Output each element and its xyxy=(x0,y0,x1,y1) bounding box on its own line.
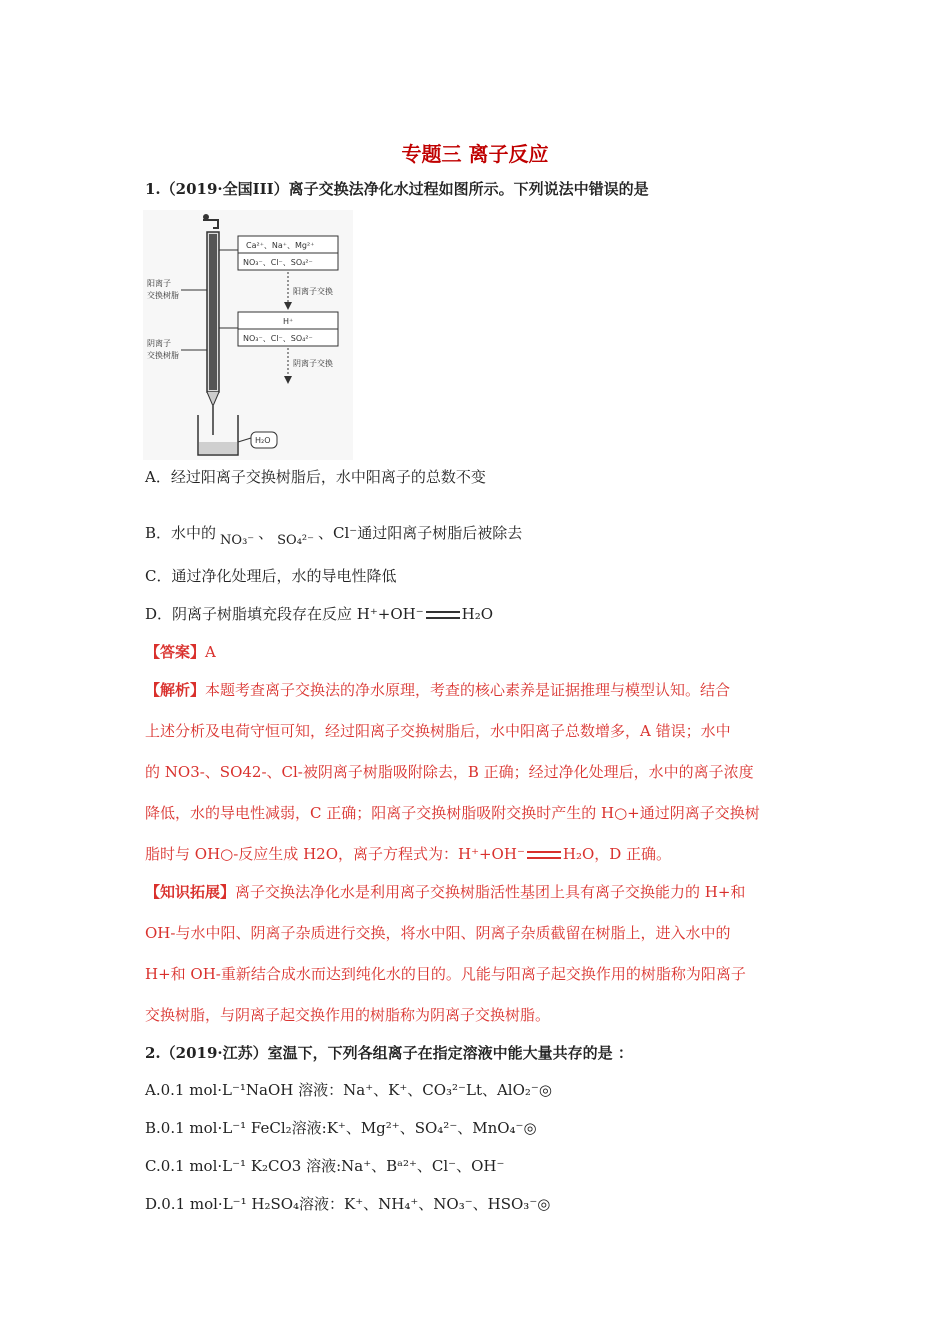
top-box-line1: Ca²⁺、Na⁺、Mg²⁺ xyxy=(246,241,315,250)
mid-box-line1: H⁺ xyxy=(283,317,294,326)
q2-option-d: D.0.1 mol·L⁻¹ H₂SO₄溶液：K⁺、NH₄⁺、NO₃⁻、HSO₃⁻◎ xyxy=(145,1195,551,1213)
label-anion-resin-1: 阴离子 xyxy=(147,339,171,348)
equals-sign-icon xyxy=(426,611,460,619)
q1-option-b-pre: B．水中的 xyxy=(145,524,217,542)
nitrate-ion: NO₃⁻ xyxy=(220,533,255,548)
analysis-line-2: 上述分析及电荷守恒可知，经过阳离子交换树脂后，水中阳离子总数增多，A 错误；水中 xyxy=(145,722,731,740)
q2-stem: 2.（2019·江苏）室温下，下列各组离子在指定溶液中能大量共存的是 ： xyxy=(145,1044,633,1062)
q1-option-b-sep: 、 xyxy=(258,524,274,542)
extension-line-4: 交换树脂，与阴离子起交换作用的树脂称为阴离子交换树脂。 xyxy=(145,1006,551,1024)
q1-option-d xyxy=(145,603,493,624)
q2-option-a: A.0.1 mol·L⁻¹NaOH 溶液：Na⁺、K⁺、CO₃²⁻Lt、AlO₂⁻◎ xyxy=(145,1081,552,1099)
q1-option-b-post: 、Cl⁻通过阳离子树脂后被除去 xyxy=(318,524,523,542)
extension-line-3: H+和 OH-重新结合成水而达到纯化水的目的。凡能与阳离子起交换作用的树脂称为阳离子 xyxy=(145,965,746,983)
label-anion-resin-2: 交换树脂 xyxy=(147,351,179,360)
q2-option-c: C.0.1 mol·L⁻¹ K₂CO3 溶液:Na⁺、Bᵃ²⁺、Cl⁻、OH⁻ xyxy=(145,1157,505,1175)
q2-option-b: B.0.1 mol·L⁻¹ FeCl₂溶液:K⁺、Mg²⁺、SO₄²⁻、MnO₄⁻◎ xyxy=(145,1119,537,1137)
top-box-line2: NO₃⁻、Cl⁻、SO₄²⁻ xyxy=(243,258,313,267)
extension-line-2: OH-与水中阳、阴离子杂质进行交换，将水中阳、阴离子杂质截留在树脂上，进入水中的 xyxy=(145,924,731,942)
arrow-anion-exchange: 阴离子交换 xyxy=(293,359,333,368)
answer-tag: 【答案】 xyxy=(145,643,206,661)
analysis-tag: 【解析】 xyxy=(145,681,206,699)
answer-value: A xyxy=(205,643,216,661)
arrow-cation-exchange: 阳离子交换 xyxy=(293,287,333,296)
analysis-text-5a: 脂时与 OH○-反应生成 H2O，离子方程式为：H⁺+OH⁻ xyxy=(145,845,525,863)
extension-tag: 【知识拓展】 xyxy=(145,883,236,901)
extension-text-1: 离子交换法净化水是利用离子交换树脂活性基团上具有离子交换能力的 H+和 xyxy=(235,883,746,901)
analysis-text-5b: H₂O，D 正确。 xyxy=(562,845,672,863)
analysis-line-3: 的 NO3-、SO42-、Cl-被阴离子树脂吸附除去，B 正确；经过净化处理后，水中的离子浓度 xyxy=(145,763,754,781)
page-title: 专题三 离子反应 xyxy=(401,142,549,166)
equals-sign-icon xyxy=(527,851,561,859)
q1-option-b xyxy=(145,522,522,548)
q1-option-a: A．经过阳离子交换树脂后，水中阳离子的总数不变 xyxy=(145,468,486,486)
mid-box-line2: NO₃⁻、Cl⁻、SO₄²⁻ xyxy=(243,334,313,343)
q1-option-d-post: H₂O xyxy=(461,605,494,623)
label-cation-resin-1: 阳离子 xyxy=(147,279,171,288)
q1-answer xyxy=(145,641,216,662)
label-cation-resin-2: 交换树脂 xyxy=(147,291,179,300)
beaker-label: H₂O xyxy=(255,436,271,445)
ion-exchange-diagram xyxy=(143,210,353,460)
q1-option-d-pre: D．阴离子树脂填充段存在反应 H⁺+OH⁻ xyxy=(145,605,424,623)
extension-line-1 xyxy=(145,881,745,902)
sulfate-ion: SO₄²⁻ xyxy=(277,533,315,548)
analysis-line-1 xyxy=(145,679,730,700)
analysis-line-5 xyxy=(145,843,671,864)
q1-stem: 1.（2019·全国III）离子交换法净化水过程如图所示。下列说法中错误的是 xyxy=(145,180,649,198)
q1-option-c: C．通过净化处理后，水的导电性降低 xyxy=(145,567,397,585)
analysis-text-1: 本题考查离子交换法的净水原理，考查的核心素养是证据推理与模型认知。结合 xyxy=(205,681,731,699)
analysis-line-4: 降低，水的导电性减弱，C 正确；阳离子交换树脂吸附交换时产生的 H○+通过阴离子交换树 xyxy=(145,804,760,822)
